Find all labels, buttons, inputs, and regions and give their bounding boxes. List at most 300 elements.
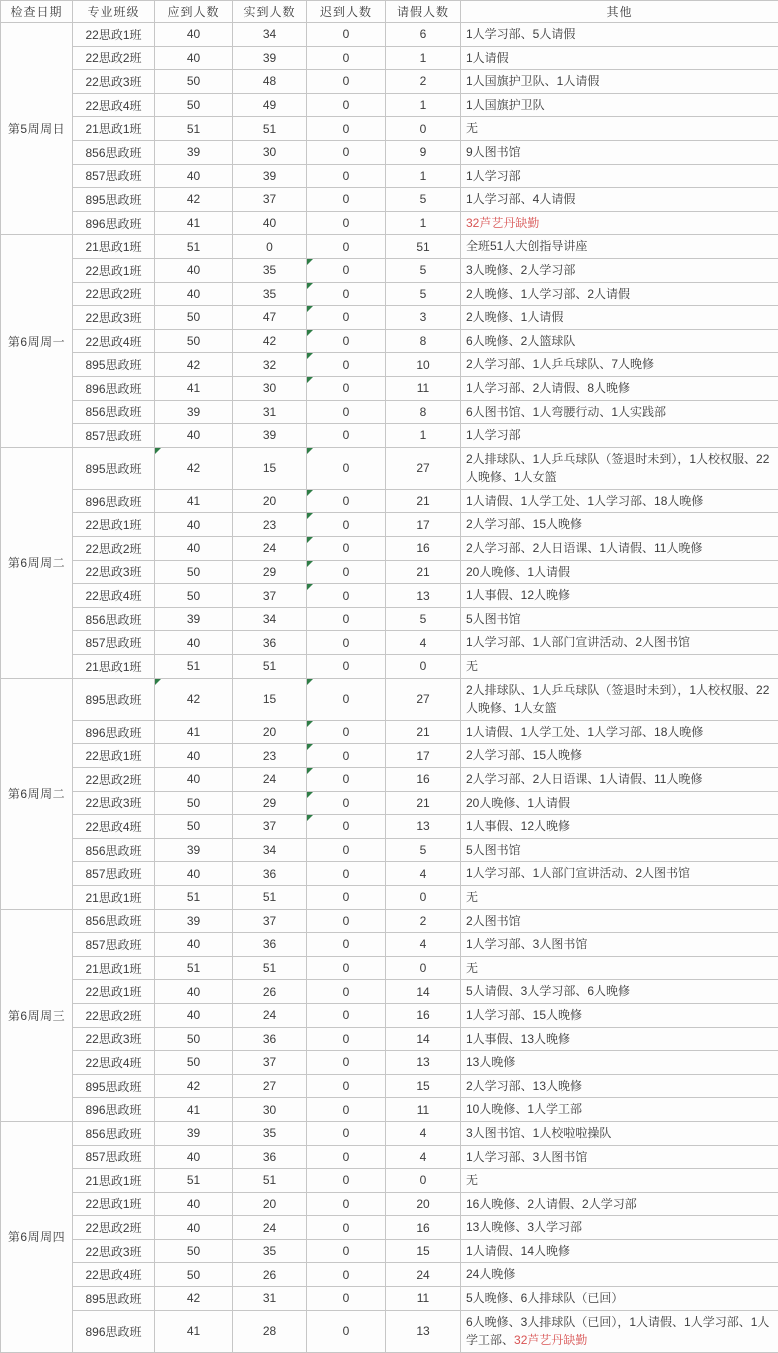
expected-cell: 41 xyxy=(155,376,233,400)
other-text: 5人图书馆 xyxy=(466,843,521,857)
other-cell xyxy=(461,744,778,768)
late-cell: 0 xyxy=(307,258,386,282)
leave-cell: 11 xyxy=(386,376,461,400)
other-cell xyxy=(461,537,778,561)
date-cell: 第6周周一 xyxy=(1,235,73,447)
table-row xyxy=(1,1003,778,1027)
actual-cell: 23 xyxy=(233,513,307,537)
cls-cell: 22思政1班 xyxy=(73,258,155,282)
cell-flag-icon xyxy=(307,490,313,496)
leave-cell: 21 xyxy=(386,720,461,744)
cell-flag-icon xyxy=(307,768,313,774)
actual-cell: 39 xyxy=(233,164,307,188)
cls-cell: 22思政4班 xyxy=(73,329,155,353)
leave-cell: 21 xyxy=(386,791,461,815)
leave-cell: 5 xyxy=(386,838,461,862)
column-header-1: 专业班级 xyxy=(73,1,155,23)
expected-cell: 50 xyxy=(155,93,233,117)
leave-cell: 1 xyxy=(386,93,461,117)
cls-cell: 22思政3班 xyxy=(73,1027,155,1051)
expected-cell: 51 xyxy=(155,885,233,909)
cell-flag-icon xyxy=(307,306,313,312)
actual-cell: 24 xyxy=(233,768,307,792)
expected-cell: 51 xyxy=(155,117,233,141)
late-cell: 0 xyxy=(307,1263,386,1287)
late-cell: 0 xyxy=(307,560,386,584)
other-cell xyxy=(461,768,778,792)
late-cell: 0 xyxy=(307,117,386,141)
cls-cell: 896思政班 xyxy=(73,720,155,744)
late-cell: 0 xyxy=(307,1216,386,1240)
actual-cell: 34 xyxy=(233,838,307,862)
other-cell xyxy=(461,306,778,330)
actual-cell: 35 xyxy=(233,282,307,306)
actual-cell: 0 xyxy=(233,235,307,259)
expected-cell: 40 xyxy=(155,164,233,188)
leave-cell: 11 xyxy=(386,1287,461,1311)
leave-cell: 0 xyxy=(386,117,461,141)
other-cell xyxy=(461,631,778,655)
leave-cell: 9 xyxy=(386,140,461,164)
late-cell: 0 xyxy=(307,353,386,377)
table-row xyxy=(1,23,778,47)
other-text: 1人学习部、3人图书馆 xyxy=(466,1150,587,1164)
expected-cell: 40 xyxy=(155,744,233,768)
table-row xyxy=(1,956,778,980)
late-cell: 0 xyxy=(307,93,386,117)
other-cell xyxy=(461,376,778,400)
cls-cell: 856思政班 xyxy=(73,909,155,933)
other-cell xyxy=(461,909,778,933)
late-cell: 0 xyxy=(307,791,386,815)
other-cell xyxy=(461,1192,778,1216)
leave-cell: 21 xyxy=(386,560,461,584)
cell-flag-icon xyxy=(307,377,313,383)
actual-cell: 36 xyxy=(233,933,307,957)
cls-cell: 895思政班 xyxy=(73,678,155,720)
table-row xyxy=(1,862,778,886)
other-cell xyxy=(461,815,778,839)
cell-flag-icon xyxy=(155,448,161,454)
expected-cell: 50 xyxy=(155,791,233,815)
cls-cell: 857思政班 xyxy=(73,631,155,655)
expected-cell: 40 xyxy=(155,513,233,537)
leave-cell: 5 xyxy=(386,282,461,306)
other-text: 2人学习部、2人日语课、1人请假、11人晚修 xyxy=(466,772,702,786)
other-cell xyxy=(461,513,778,537)
actual-cell: 24 xyxy=(233,1003,307,1027)
leave-cell: 10 xyxy=(386,353,461,377)
late-cell: 0 xyxy=(307,584,386,608)
late-cell: 0 xyxy=(307,980,386,1004)
leave-cell: 3 xyxy=(386,306,461,330)
table-row xyxy=(1,537,778,561)
cell-flag-icon xyxy=(307,584,313,590)
cls-cell: 857思政班 xyxy=(73,424,155,448)
other-text-red: 32芦艺丹缺勤 xyxy=(514,1333,587,1347)
cls-cell: 22思政1班 xyxy=(73,1192,155,1216)
other-text: 2人学习部、13人晚修 xyxy=(466,1079,582,1093)
table-row xyxy=(1,70,778,94)
other-cell xyxy=(461,489,778,513)
late-cell: 0 xyxy=(307,424,386,448)
late-cell: 0 xyxy=(307,188,386,212)
other-text: 16人晚修、2人请假、2人学习部 xyxy=(466,1197,637,1211)
column-header-4: 迟到人数 xyxy=(307,1,386,23)
cell-flag-icon xyxy=(307,330,313,336)
other-cell xyxy=(461,956,778,980)
other-cell xyxy=(461,1239,778,1263)
leave-cell: 20 xyxy=(386,1192,461,1216)
late-cell: 0 xyxy=(307,70,386,94)
other-text: 5人请假、3人学习部、6人晚修 xyxy=(466,984,630,998)
expected-cell: 40 xyxy=(155,46,233,70)
table-row xyxy=(1,791,778,815)
late-cell: 0 xyxy=(307,1003,386,1027)
late-cell: 0 xyxy=(307,1121,386,1145)
cls-cell: 22思政4班 xyxy=(73,815,155,839)
late-cell: 0 xyxy=(307,489,386,513)
expected-cell: 50 xyxy=(155,815,233,839)
late-cell: 0 xyxy=(307,140,386,164)
table-row xyxy=(1,489,778,513)
table-row xyxy=(1,447,778,489)
other-cell xyxy=(461,329,778,353)
leave-cell: 0 xyxy=(386,1169,461,1193)
expected-cell: 40 xyxy=(155,862,233,886)
other-text: 无 xyxy=(466,890,478,904)
leave-cell: 24 xyxy=(386,1263,461,1287)
actual-cell: 34 xyxy=(233,607,307,631)
late-cell: 0 xyxy=(307,933,386,957)
table-row xyxy=(1,744,778,768)
late-cell: 0 xyxy=(307,400,386,424)
expected-cell: 51 xyxy=(155,235,233,259)
leave-cell: 4 xyxy=(386,1121,461,1145)
cls-cell: 895思政班 xyxy=(73,1074,155,1098)
late-cell: 0 xyxy=(307,513,386,537)
leave-cell: 1 xyxy=(386,164,461,188)
other-cell xyxy=(461,1310,778,1352)
late-cell: 0 xyxy=(307,768,386,792)
late-cell: 0 xyxy=(307,678,386,720)
other-cell xyxy=(461,1003,778,1027)
expected-cell: 39 xyxy=(155,909,233,933)
actual-cell: 51 xyxy=(233,117,307,141)
late-cell: 0 xyxy=(307,376,386,400)
table-row xyxy=(1,400,778,424)
other-cell xyxy=(461,164,778,188)
other-cell xyxy=(461,1051,778,1075)
leave-cell: 21 xyxy=(386,489,461,513)
late-cell: 0 xyxy=(307,306,386,330)
cell-flag-icon xyxy=(307,679,313,685)
other-text: 2人排球队、1人乒乓球队（签退时未到），1人校权服、22人晚修、1人女篮 xyxy=(466,452,769,485)
other-text: 1人学习部 xyxy=(466,428,521,442)
late-cell: 0 xyxy=(307,537,386,561)
cls-cell: 21思政1班 xyxy=(73,885,155,909)
leave-cell: 4 xyxy=(386,862,461,886)
expected-cell: 50 xyxy=(155,1263,233,1287)
other-text: 2人图书馆 xyxy=(466,914,521,928)
expected-cell: 40 xyxy=(155,424,233,448)
cls-cell: 857思政班 xyxy=(73,164,155,188)
table-row xyxy=(1,424,778,448)
actual-cell: 31 xyxy=(233,400,307,424)
leave-cell: 5 xyxy=(386,258,461,282)
actual-cell: 37 xyxy=(233,909,307,933)
other-cell xyxy=(461,282,778,306)
table-row xyxy=(1,164,778,188)
table-row xyxy=(1,933,778,957)
cls-cell: 22思政2班 xyxy=(73,768,155,792)
other-cell xyxy=(461,1074,778,1098)
other-cell xyxy=(461,70,778,94)
other-cell xyxy=(461,862,778,886)
other-cell xyxy=(461,1287,778,1311)
cls-cell: 857思政班 xyxy=(73,933,155,957)
table-row xyxy=(1,631,778,655)
other-text: 3人晚修、2人学习部 xyxy=(466,263,575,277)
leave-cell: 17 xyxy=(386,513,461,537)
cls-cell: 856思政班 xyxy=(73,400,155,424)
actual-cell: 42 xyxy=(233,329,307,353)
table-row xyxy=(1,1121,778,1145)
expected-cell: 42 xyxy=(155,353,233,377)
late-cell: 0 xyxy=(307,631,386,655)
expected-cell: 40 xyxy=(155,282,233,306)
actual-cell: 37 xyxy=(233,1051,307,1075)
other-cell xyxy=(461,353,778,377)
date-cell: 第6周周四 xyxy=(1,1121,73,1352)
cell-flag-icon xyxy=(307,537,313,543)
actual-cell: 36 xyxy=(233,1027,307,1051)
other-text: 无 xyxy=(466,659,478,673)
table-row xyxy=(1,1169,778,1193)
actual-cell: 35 xyxy=(233,1239,307,1263)
expected-cell: 50 xyxy=(155,306,233,330)
late-cell: 0 xyxy=(307,447,386,489)
table-row xyxy=(1,1216,778,1240)
other-cell xyxy=(461,46,778,70)
cell-flag-icon xyxy=(307,815,313,821)
other-text: 1人学习部、1人部门宣讲活动、2人图书馆 xyxy=(466,866,690,880)
table-row xyxy=(1,235,778,259)
expected-cell: 51 xyxy=(155,1169,233,1193)
cls-cell: 22思政1班 xyxy=(73,744,155,768)
table-row xyxy=(1,1310,778,1352)
leave-cell: 2 xyxy=(386,909,461,933)
other-cell xyxy=(461,424,778,448)
cls-cell: 857思政班 xyxy=(73,1145,155,1169)
cls-cell: 22思政2班 xyxy=(73,1003,155,1027)
other-cell xyxy=(461,678,778,720)
actual-cell: 39 xyxy=(233,46,307,70)
other-text: 2人学习部、15人晚修 xyxy=(466,517,582,531)
column-header-6: 其他 xyxy=(461,1,778,23)
other-cell xyxy=(461,258,778,282)
other-cell xyxy=(461,1121,778,1145)
leave-cell: 16 xyxy=(386,768,461,792)
actual-cell: 20 xyxy=(233,720,307,744)
late-cell: 0 xyxy=(307,885,386,909)
other-text: 1人学习部、3人图书馆 xyxy=(466,937,587,951)
leave-cell: 1 xyxy=(386,211,461,235)
cls-cell: 22思政3班 xyxy=(73,791,155,815)
leave-cell: 4 xyxy=(386,933,461,957)
other-text: 6人图书馆、1人弯腰行动、1人实践部 xyxy=(466,405,666,419)
date-cell: 第6周周二 xyxy=(1,678,73,909)
table-row xyxy=(1,117,778,141)
other-text: 13人晚修 xyxy=(466,1055,515,1069)
other-text: 1人事假、12人晚修 xyxy=(466,588,570,602)
table-row xyxy=(1,211,778,235)
cell-flag-icon xyxy=(307,353,313,359)
table-row xyxy=(1,768,778,792)
table-row xyxy=(1,1287,778,1311)
date-cell: 第5周周日 xyxy=(1,23,73,235)
other-cell xyxy=(461,980,778,1004)
expected-cell: 50 xyxy=(155,1239,233,1263)
cls-cell: 22思政1班 xyxy=(73,23,155,47)
other-cell xyxy=(461,1216,778,1240)
table-row xyxy=(1,1263,778,1287)
late-cell: 0 xyxy=(307,46,386,70)
table-row xyxy=(1,885,778,909)
expected-cell: 50 xyxy=(155,329,233,353)
table-row xyxy=(1,1145,778,1169)
cls-cell: 22思政1班 xyxy=(73,513,155,537)
late-cell: 0 xyxy=(307,1169,386,1193)
table-row xyxy=(1,584,778,608)
table-row xyxy=(1,329,778,353)
late-cell: 0 xyxy=(307,655,386,679)
cls-cell: 22思政1班 xyxy=(73,980,155,1004)
late-cell: 0 xyxy=(307,164,386,188)
expected-cell: 40 xyxy=(155,1192,233,1216)
leave-cell: 13 xyxy=(386,584,461,608)
other-cell xyxy=(461,23,778,47)
cls-cell: 856思政班 xyxy=(73,1121,155,1145)
actual-cell: 31 xyxy=(233,1287,307,1311)
late-cell: 0 xyxy=(307,607,386,631)
cls-cell: 22思政3班 xyxy=(73,70,155,94)
leave-cell: 11 xyxy=(386,1098,461,1122)
table-row xyxy=(1,1051,778,1075)
late-cell: 0 xyxy=(307,1051,386,1075)
expected-cell: 51 xyxy=(155,956,233,980)
other-cell xyxy=(461,607,778,631)
other-cell xyxy=(461,584,778,608)
other-text: 1人学习部、2人请假、8人晚修 xyxy=(466,381,630,395)
expected-cell: 40 xyxy=(155,980,233,1004)
cell-flag-icon xyxy=(307,283,313,289)
other-text: 2人晚修、1人请假 xyxy=(466,310,563,324)
other-cell xyxy=(461,93,778,117)
actual-cell: 39 xyxy=(233,424,307,448)
cls-cell: 896思政班 xyxy=(73,489,155,513)
actual-cell: 24 xyxy=(233,1216,307,1240)
leave-cell: 15 xyxy=(386,1074,461,1098)
cell-flag-icon xyxy=(155,679,161,685)
cls-cell: 22思政4班 xyxy=(73,1051,155,1075)
expected-cell: 40 xyxy=(155,631,233,655)
actual-cell: 37 xyxy=(233,188,307,212)
expected-cell: 50 xyxy=(155,1027,233,1051)
expected-cell: 50 xyxy=(155,584,233,608)
leave-cell: 16 xyxy=(386,537,461,561)
other-text: 1人事假、12人晚修 xyxy=(466,819,570,833)
other-text-red: 32芦艺丹缺勤 xyxy=(466,216,539,230)
late-cell: 0 xyxy=(307,329,386,353)
expected-cell: 40 xyxy=(155,768,233,792)
expected-cell: 39 xyxy=(155,1121,233,1145)
other-text: 无 xyxy=(466,961,478,975)
other-text: 1人请假、14人晚修 xyxy=(466,1244,570,1258)
table-row xyxy=(1,376,778,400)
cls-cell: 22思政2班 xyxy=(73,282,155,306)
other-text: 2人学习部、1人乒乓球队、7人晚修 xyxy=(466,357,654,371)
actual-cell: 26 xyxy=(233,1263,307,1287)
actual-cell: 32 xyxy=(233,353,307,377)
other-text: 2人排球队、1人乒乓球队（签退时未到），1人校权服、22人晚修、1人女篮 xyxy=(466,683,769,716)
expected-cell: 39 xyxy=(155,607,233,631)
other-text: 1人国旗护卫队 xyxy=(466,98,545,112)
leave-cell: 0 xyxy=(386,956,461,980)
other-cell xyxy=(461,117,778,141)
actual-cell: 26 xyxy=(233,980,307,1004)
other-text: 1人事假、13人晚修 xyxy=(466,1032,570,1046)
other-text: 1人国旗护卫队、1人请假 xyxy=(466,74,599,88)
table-row xyxy=(1,838,778,862)
late-cell: 0 xyxy=(307,1239,386,1263)
actual-cell: 36 xyxy=(233,1145,307,1169)
cell-flag-icon xyxy=(307,448,313,454)
late-cell: 0 xyxy=(307,211,386,235)
other-cell xyxy=(461,1098,778,1122)
leave-cell: 4 xyxy=(386,631,461,655)
cls-cell: 896思政班 xyxy=(73,1098,155,1122)
expected-cell: 41 xyxy=(155,211,233,235)
other-text: 13人晚修、3人学习部 xyxy=(466,1220,582,1234)
other-text: 1人学习部 xyxy=(466,169,521,183)
actual-cell: 37 xyxy=(233,584,307,608)
expected-cell: 40 xyxy=(155,23,233,47)
table-row xyxy=(1,1027,778,1051)
expected-cell: 42 xyxy=(155,1074,233,1098)
table-row xyxy=(1,353,778,377)
cell-flag-icon xyxy=(307,744,313,750)
late-cell: 0 xyxy=(307,1310,386,1352)
other-cell xyxy=(461,560,778,584)
table-row xyxy=(1,306,778,330)
table-row xyxy=(1,46,778,70)
table-row xyxy=(1,560,778,584)
late-cell: 0 xyxy=(307,815,386,839)
other-cell xyxy=(461,188,778,212)
actual-cell: 29 xyxy=(233,560,307,584)
expected-cell: 42 xyxy=(155,678,233,720)
date-cell: 第6周周三 xyxy=(1,909,73,1121)
leave-cell: 14 xyxy=(386,980,461,1004)
header-row xyxy=(1,1,778,23)
leave-cell: 13 xyxy=(386,815,461,839)
actual-cell: 40 xyxy=(233,211,307,235)
cls-cell: 22思政3班 xyxy=(73,1239,155,1263)
late-cell: 0 xyxy=(307,1287,386,1311)
actual-cell: 35 xyxy=(233,258,307,282)
cell-flag-icon xyxy=(307,721,313,727)
